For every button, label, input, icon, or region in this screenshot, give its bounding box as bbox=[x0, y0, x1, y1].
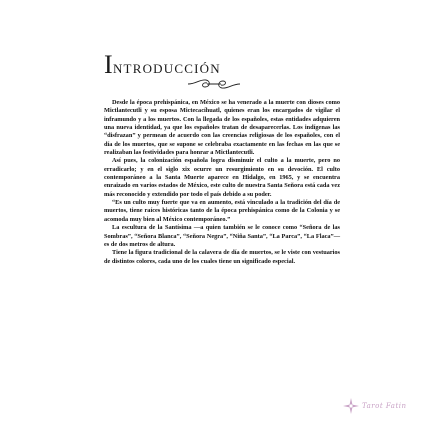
body-text bbox=[104, 99, 340, 266]
chapter-title-initial: I bbox=[104, 50, 113, 79]
paragraph-1: Desde la época prehispánica, en México se ha venerado a la muerte con dioses como Mictlantecutli y su esposa Mictecacíhuatl, quienes eran los encargados de vigilar el inframundo y a los muertos. Con la llegada de los españoles, estas entidades adquieren una nueva identidad, ya que los españoles tratan de desaparecerlas. Los indígenas las “disfrazan” y permean de acuerdo con las creencias religiosas de los españoles, con el día de los muertos, que se supone se celebraba exactamente en las fechas en las que se realizaban las festividades para honrar a Mictlantecutli. bbox=[104, 99, 340, 157]
paragraph-5: Tiene la figura tradicional de la calavera de día de muertos, se le viste con vestuarios de distintos colores, cada uno de los cuales tiene un significado especial. bbox=[104, 249, 340, 265]
scroll-flourish-icon bbox=[186, 77, 242, 91]
paragraph-3: “Es un culto muy fuerte que va en aumento, está vinculado a la tradición del día de muertos, tiene raíces históricas tanto de la época prehispánica como de la Colonia y se acomoda muy bien al México contemporáneo.” bbox=[104, 199, 340, 223]
chapter-title bbox=[104, 46, 221, 78]
paragraph-4: La escultura de la Santísima —a quien también se le conoce como “Señora de las Sombras”, “Señora Blanca”, “Señora Negra”, “Niña Santa”, “La Parca”, “La Flaca”— es de dos metros de altura. bbox=[104, 224, 340, 248]
chapter-title-rest: NTRODUCCIÓN bbox=[112, 61, 221, 76]
watermark bbox=[343, 398, 407, 414]
watermark-text: Tarot Fatin bbox=[362, 402, 407, 410]
compass-star-icon bbox=[343, 398, 359, 414]
paragraph-2: Así pues, la colonización española logra disminuir el culto a la muerte, pero no erradicarlo; y en el siglo xix ocurre un resurgimiento en su devoción. El culto contemporáneo a la Santa Muerte aparece en Hidalgo, en 1965, y se encuentra enraizado en varios estados de México, este culto de nuestra Santa Señora está cada vez más reconocido y extendido por todo el país debido a su poder. bbox=[104, 157, 340, 198]
